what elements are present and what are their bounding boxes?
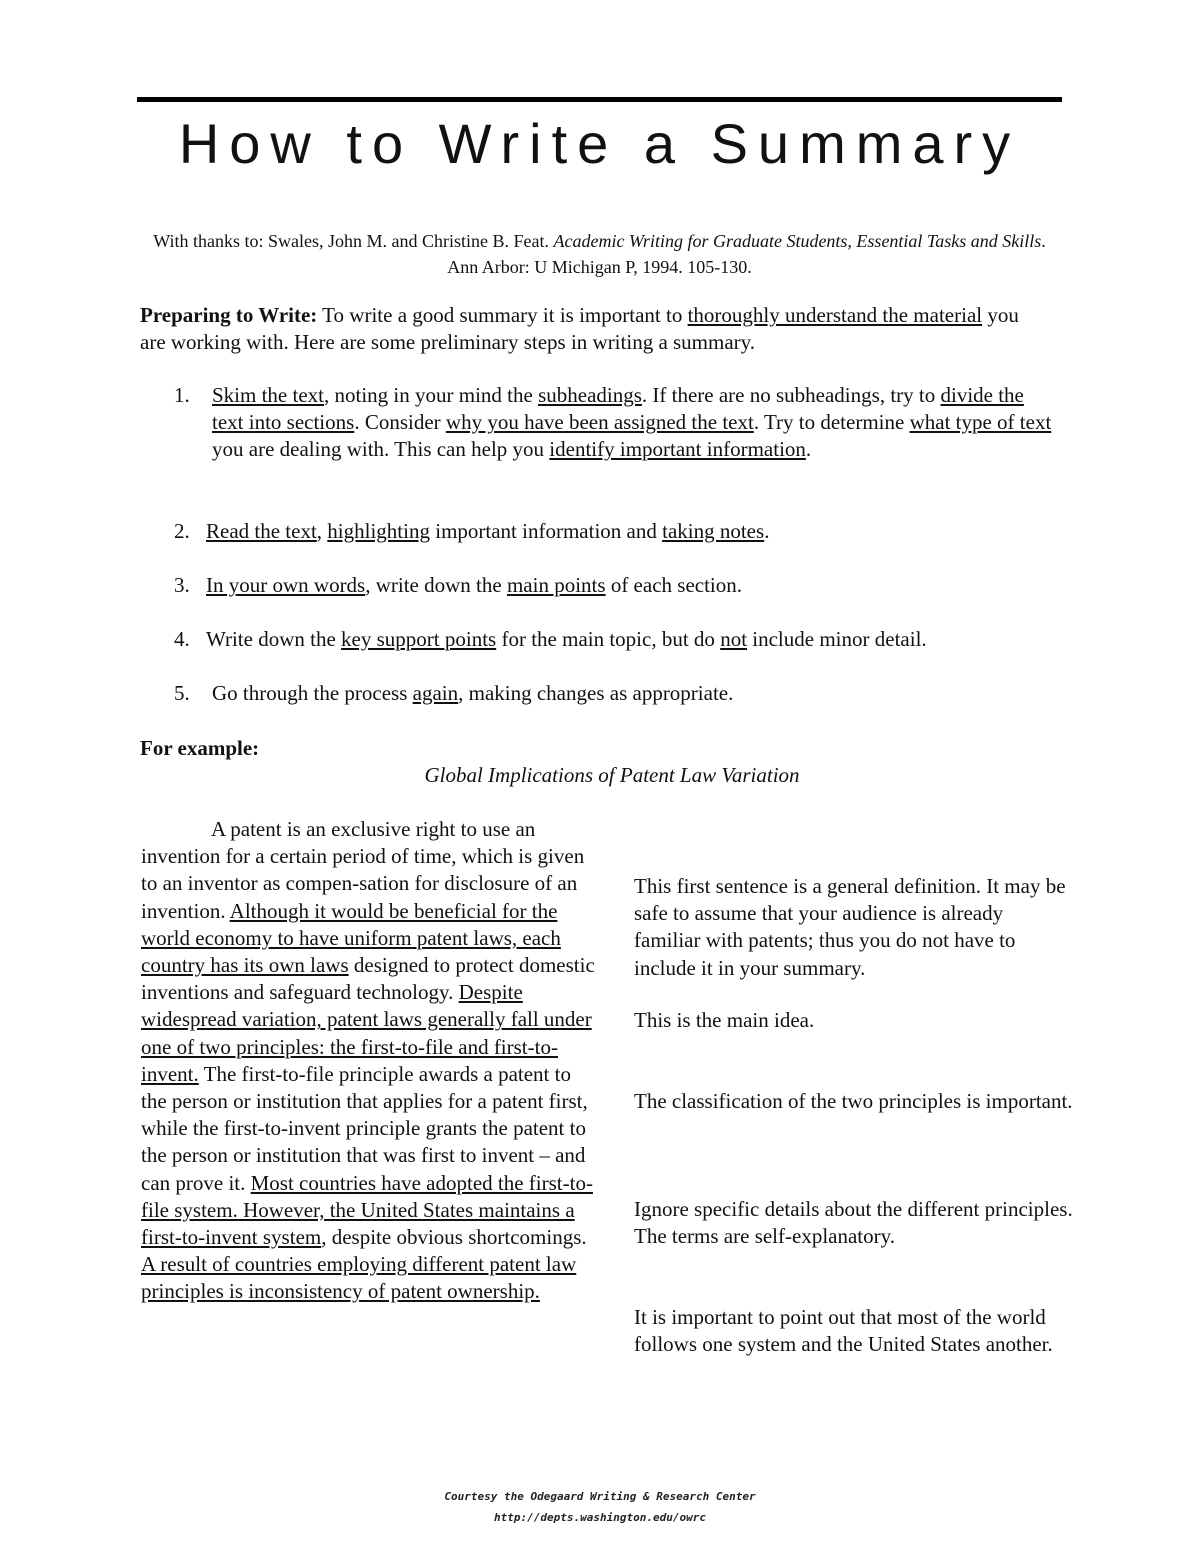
step-number: 1. bbox=[174, 383, 190, 407]
annotation-note: It is important to point out that most of the world follows one system and the United States another. bbox=[634, 1305, 1053, 1357]
text-segment: . Try to determine bbox=[753, 410, 910, 434]
text-segment: designed to protect domestic inventions and safeguard technology. bbox=[141, 953, 595, 1005]
citation bbox=[137, 228, 1062, 280]
text-segment: , bbox=[316, 519, 328, 543]
example-label: For example: bbox=[140, 736, 260, 760]
underlined-text: not bbox=[720, 627, 748, 651]
text-segment: . bbox=[764, 519, 770, 543]
preparing-text-2: you are working with. Here are some preliminary steps in writing a summary. bbox=[140, 303, 1019, 354]
step-number: 5. bbox=[174, 681, 190, 705]
text-segment: A patent is an exclusive right to use an invention for a certain period of time, which is given to an inventor as compen-sation for disclosure of an invention. bbox=[141, 817, 585, 923]
text-segment: you are dealing with. This can help you bbox=[212, 437, 550, 461]
text-segment: . If there are no subheadings, try to bbox=[641, 383, 941, 407]
footer-credit: Courtesy the Odegaard Writing & Research Center bbox=[444, 1490, 756, 1503]
example-passage bbox=[141, 816, 601, 1306]
citation-prefix: With thanks to: Swales, John M. and Christine B. Feat. bbox=[153, 231, 554, 251]
preparing-label: Preparing to Write: bbox=[140, 303, 318, 327]
underlined-text: Although it would be beneficial for the world economy to have uniform patent laws, each country has its own laws bbox=[141, 898, 561, 978]
annotation-note: Ignore specific details about the different principles. The terms are self-explanatory. bbox=[634, 1197, 1073, 1249]
step-4 bbox=[174, 626, 927, 653]
step-3 bbox=[174, 572, 742, 599]
preparing-underlined: thoroughly understand the material bbox=[687, 303, 983, 327]
footer-url: http://depts.washington.edu/owrc bbox=[494, 1511, 706, 1524]
text-segment: of each section. bbox=[605, 573, 743, 597]
step-text bbox=[212, 382, 1054, 463]
step-text bbox=[206, 626, 927, 653]
preparing-text-1: To write a good summary it is important to bbox=[317, 303, 688, 327]
text-segment: The first-to-file principle awards a patent to the person or institution that applies for a patent first, while the first-to-invent principle grants the patent to the person or institution that was first to invent – and can prove it. bbox=[141, 1061, 588, 1195]
underlined-text: highlighting bbox=[327, 519, 430, 543]
underlined-text: again bbox=[412, 681, 459, 705]
step-text bbox=[206, 518, 769, 545]
citation-suffix: . Ann Arbor: U Michigan P, 1994. 105-130. bbox=[447, 231, 1046, 277]
annotation-note: This first sentence is a general definition. It may be safe to assume that your audience is already familiar with patents; thus you do not have to include it in your summary. bbox=[634, 874, 1066, 980]
text-segment: important information and bbox=[429, 519, 663, 543]
example-title: Global Implications of Patent Law Variation bbox=[424, 763, 800, 787]
text-segment: . bbox=[805, 437, 812, 461]
underlined-text: A result of countries employing different patent law principles is inconsistency of patent ownership. bbox=[141, 1252, 577, 1304]
underlined-text: subheadings bbox=[538, 383, 642, 407]
text-segment: . Consider bbox=[354, 410, 446, 434]
step-1 bbox=[174, 382, 1054, 463]
underlined-text: divide the text into sections bbox=[212, 383, 1024, 434]
step-2 bbox=[174, 518, 769, 545]
underlined-text: In your own words bbox=[206, 573, 366, 597]
text-segment: , noting in your mind the bbox=[324, 383, 539, 407]
step-text bbox=[206, 572, 742, 599]
underlined-text: why you have been assigned the text bbox=[445, 410, 754, 434]
annotation-note: This is the main idea. bbox=[634, 1008, 815, 1032]
underlined-text: Despite widespread variation, patent laws generally fall under one of two principles: the first-to-file and first-to-invent. bbox=[141, 980, 592, 1086]
step-text bbox=[212, 680, 733, 707]
underlined-text: Skim the text bbox=[212, 383, 324, 407]
example-passage-column bbox=[141, 816, 601, 1306]
text-segment: , write down the bbox=[365, 573, 507, 597]
annotation-note: The classification of the two principles is important. bbox=[634, 1089, 1073, 1113]
underlined-text: Most countries have adopted the first-to-file system. However, the United States maintains a first-to-invent system bbox=[141, 1170, 593, 1250]
underlined-text: key support points bbox=[341, 627, 497, 651]
text-segment: Go through the process bbox=[212, 681, 413, 705]
underlined-text: Read the text bbox=[206, 519, 317, 543]
underlined-text: taking notes bbox=[662, 519, 765, 543]
step-number: 4. bbox=[174, 627, 190, 651]
text-segment: Write down the bbox=[206, 627, 342, 651]
underlined-text: what type of text bbox=[909, 410, 1052, 434]
underlined-text: identify important information bbox=[549, 437, 806, 461]
underlined-text: main points bbox=[506, 573, 606, 597]
step-5 bbox=[174, 680, 733, 707]
text-segment: , despite obvious shortcomings. bbox=[321, 1225, 587, 1250]
page-title: How to Write a Summary bbox=[178, 112, 1021, 175]
title-rule bbox=[137, 97, 1062, 102]
step-number: 2. bbox=[174, 519, 190, 543]
text-segment: include minor detail. bbox=[747, 627, 927, 651]
step-number: 3. bbox=[174, 573, 190, 597]
text-segment: , making changes as appropriate. bbox=[458, 681, 734, 705]
citation-book-title: Academic Writing for Graduate Students, Essential Tasks and Skills bbox=[553, 231, 1042, 251]
preparing-paragraph bbox=[140, 302, 1020, 356]
text-segment: for the main topic, but do bbox=[496, 627, 721, 651]
